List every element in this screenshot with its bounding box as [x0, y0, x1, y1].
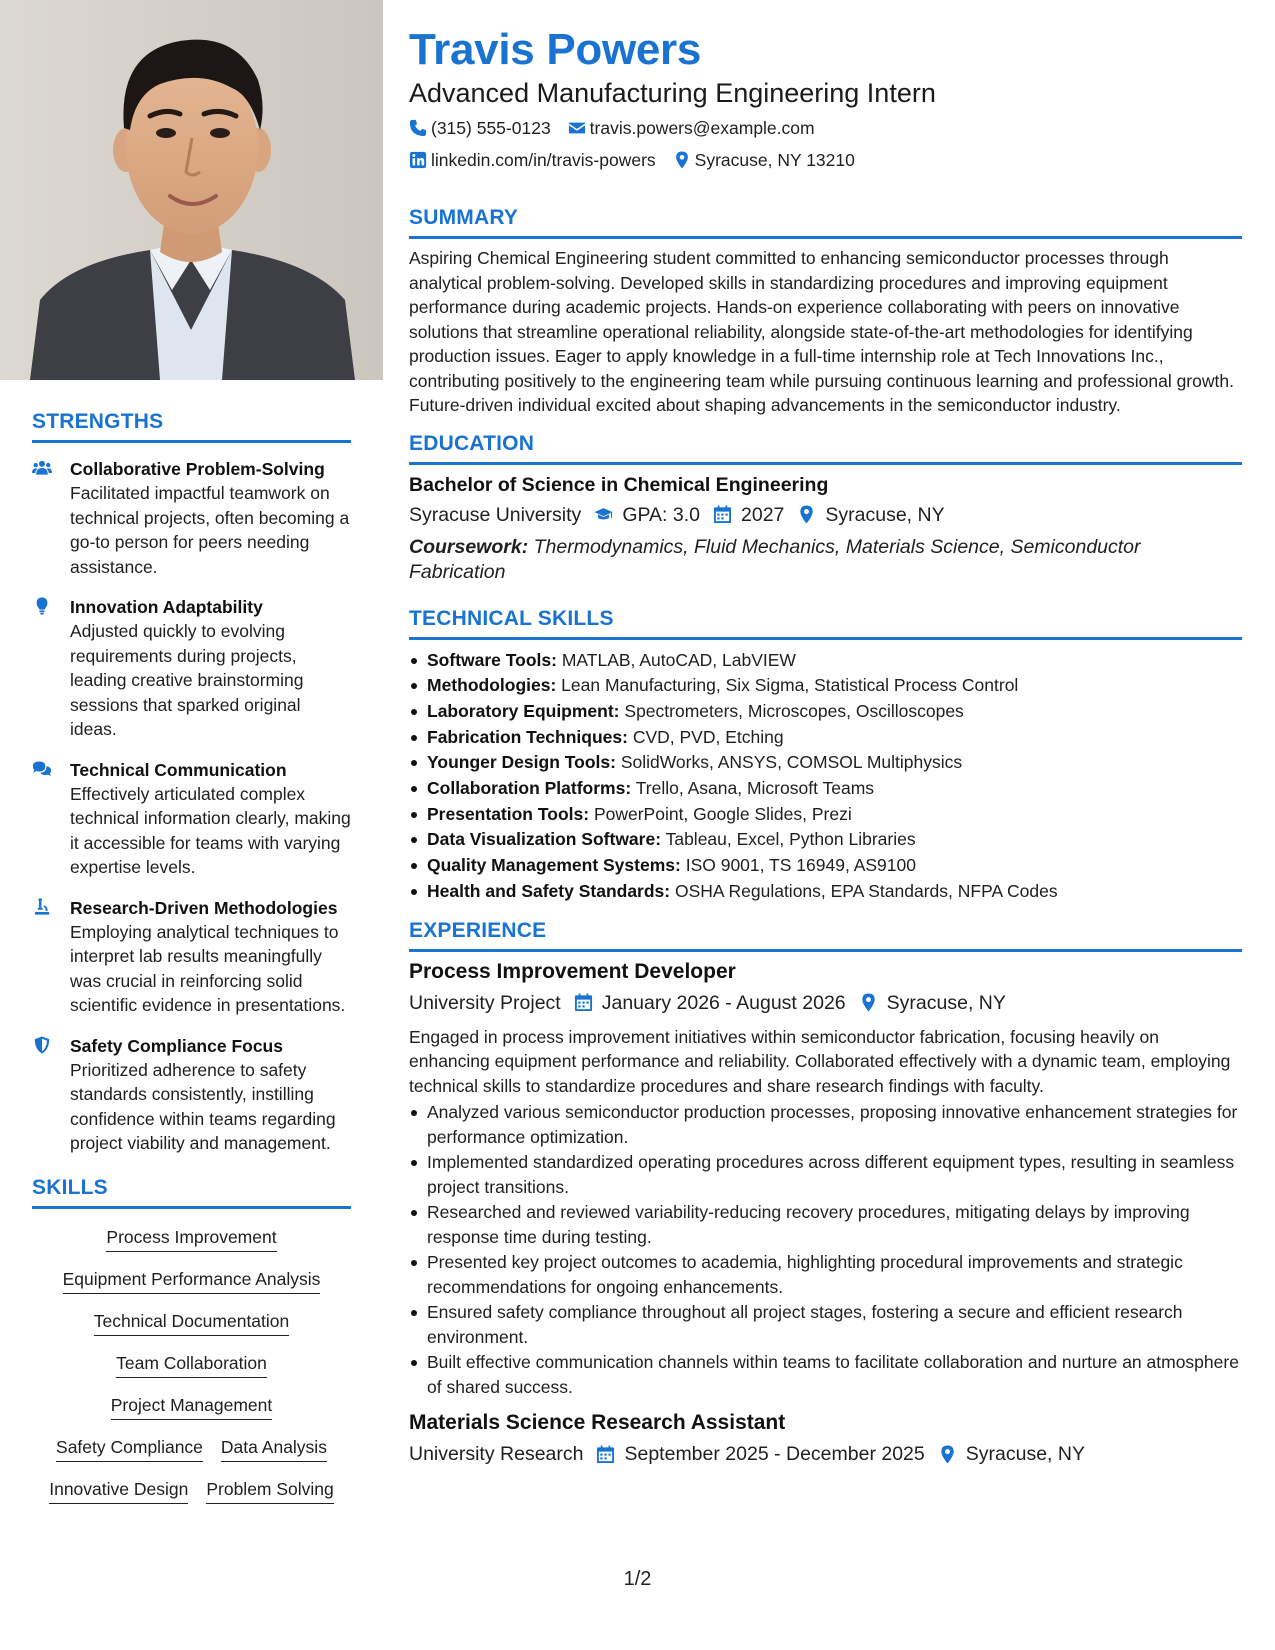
skill-tag: Project Management — [111, 1394, 272, 1420]
skill-values: ISO 9001, TS 16949, AS9100 — [685, 855, 916, 876]
location-contact — [673, 148, 855, 172]
skill-values: Tableau, Excel, Python Libraries — [665, 829, 916, 850]
graduation-cap-icon — [594, 505, 613, 524]
email-text: travis.powers@example.com — [589, 118, 815, 138]
map-pin-icon — [797, 505, 816, 524]
skill-category: Younger Design Tools: — [427, 752, 616, 773]
job-title: Advanced Manufacturing Engineering Intern — [409, 78, 936, 108]
profile-photo — [0, 0, 383, 380]
skill-category: Presentation Tools: — [427, 803, 590, 824]
list-item — [409, 776, 1242, 802]
technical-skills-list — [409, 648, 1242, 905]
summary-heading: SUMMARY — [409, 206, 1242, 239]
technical-skills-heading: TECHNICAL SKILLS — [409, 607, 1242, 640]
phone-icon — [409, 119, 427, 137]
job-location: Syracuse, NY — [965, 1443, 1085, 1466]
list-item — [409, 802, 1242, 828]
education-location: Syracuse, NY — [825, 503, 945, 526]
strength-description: Adjusted quickly to evolving requirements during projects, leading creative brainstorming sessions that sparked original ideas. — [70, 621, 304, 739]
coursework — [409, 535, 1242, 585]
main-content — [409, 24, 1242, 1468]
graduation-year: 2027 — [741, 503, 785, 526]
calendar-icon — [713, 505, 732, 524]
strength-title: Collaborative Problem-Solving — [70, 459, 325, 479]
skill-tag: Innovative Design — [49, 1478, 188, 1504]
strength-item — [32, 457, 351, 579]
list-item — [409, 750, 1242, 776]
skill-tag: Safety Compliance — [56, 1436, 203, 1462]
skills-list — [32, 1226, 351, 1504]
users-icon — [32, 457, 70, 579]
skill-category: Software Tools: — [427, 649, 557, 670]
calendar-icon — [596, 1445, 615, 1464]
job-organization: University Research — [409, 1443, 584, 1466]
strength-description: Prioritized adherence to safety standards consistently, instilling confidence within teams regarding project viability and management. — [70, 1059, 336, 1153]
linkedin-contact[interactable] — [409, 148, 656, 172]
strength-title: Technical Communication — [70, 759, 287, 780]
skill-category: Laboratory Equipment: — [427, 700, 620, 721]
strength-item — [32, 896, 351, 1018]
strength-title: Innovation Adaptability — [70, 597, 263, 617]
skill-category: Collaboration Platforms: — [427, 778, 632, 799]
skill-category: Fabrication Techniques: — [427, 726, 628, 747]
comments-icon — [32, 758, 70, 880]
skills-heading: SKILLS — [32, 1176, 351, 1209]
skill-tag: Process Improvement — [106, 1226, 276, 1252]
skill-category: Health and Safety Standards: — [427, 880, 671, 901]
skill-tag: Data Analysis — [221, 1436, 327, 1462]
phone-text: (315) 555-0123 — [431, 118, 551, 138]
job-dates: September 2025 - December 2025 — [624, 1443, 925, 1466]
summary-text: Aspiring Chemical Engineering student committed to enhancing semiconductor processes through analytical problem-solving. Developed skills in standardizing procedures and improving equipment performance during academic projects. Hands-on experience collaborating with peers on innovative solutions that streamline operational reliability, alongside state-of-the-art methodologies for identifying production issues. Eager to apply knowledge in a full-time internship role at Tech Innovations Inc., contributing positively to the engineering team while pursuing continuous learning and professional growth. Future-driven individual excited about shaping advancements in the semiconductor industry. — [409, 248, 1234, 415]
skill-values: PowerPoint, Google Slides, Prezi — [593, 803, 852, 824]
microscope-icon — [32, 896, 70, 1018]
list-item — [409, 879, 1242, 905]
list-item — [409, 673, 1242, 699]
skill-tag: Equipment Performance Analysis — [63, 1268, 321, 1294]
skill-values: SolidWorks, ANSYS, COMSOL Multiphysics — [620, 752, 963, 773]
job-location: Syracuse, NY — [886, 991, 1006, 1014]
list-item: Ensured safety compliance throughout all project stages, fostering a secure and efficient research environment. — [409, 1300, 1242, 1349]
strength-title: Research-Driven Methodologies — [70, 897, 338, 918]
candidate-name: Travis Powers — [409, 25, 702, 74]
job-meta — [409, 1440, 1242, 1468]
strength-title: Safety Compliance Focus — [70, 1035, 283, 1056]
coursework-list: Thermodynamics, Fluid Mechanics, Materials Science, Semiconductor Fabrication — [409, 535, 1141, 583]
envelope-icon — [568, 119, 586, 137]
email-contact[interactable] — [568, 116, 815, 140]
list-item: Built effective communication channels within teams to facilitate collaboration and nurture an atmosphere of shared success. — [409, 1350, 1242, 1399]
skill-values: CVD, PVD, Etching — [632, 726, 784, 747]
job-title: Materials Science Research Assistant — [409, 1411, 786, 1435]
list-item — [409, 827, 1242, 853]
shield-icon — [32, 1034, 70, 1156]
skill-values: MATLAB, AutoCAD, LabVIEW — [561, 649, 796, 670]
strength-item — [32, 758, 351, 880]
map-pin-icon — [673, 151, 691, 169]
sidebar — [32, 410, 351, 1504]
strengths-heading: STRENGTHS — [32, 410, 351, 443]
lightbulb-icon — [32, 595, 70, 742]
job-dates: January 2026 - August 2026 — [601, 991, 846, 1014]
strength-item — [32, 595, 351, 742]
job-meta — [409, 989, 1242, 1017]
coursework-label: Coursework: — [409, 535, 529, 558]
list-item: Implemented standardized operating procedures across different equipment types, resulting in seamless project transitions. — [409, 1150, 1242, 1199]
list-item: Researched and reviewed variability-reducing recovery procedures, mitigating delays by improving response time during testing. — [409, 1200, 1242, 1249]
job-title: Process Improvement Developer — [409, 959, 736, 983]
skill-category: Data Visualization Software: — [427, 829, 662, 850]
skill-tag: Team Collaboration — [116, 1352, 267, 1378]
page-number: 1/2 — [623, 1568, 652, 1590]
job-bullets — [409, 1100, 1242, 1399]
linkedin-icon — [409, 151, 427, 169]
strength-description: Employing analytical techniques to interpret lab results meaningfully was crucial in reinforcing solid scientific evidence in presentations. — [70, 921, 346, 1015]
education-meta — [409, 501, 1242, 529]
map-pin-icon — [859, 993, 878, 1012]
degree-title: Bachelor of Science in Chemical Engineering — [409, 473, 829, 496]
strength-description: Effectively articulated complex technical information clearly, making it accessible for teams with varying expertise levels. — [70, 783, 351, 877]
school-name: Syracuse University — [409, 503, 582, 526]
strength-description: Facilitated impactful teamwork on technical projects, often becoming a go-to person for peers needing assistance. — [70, 483, 350, 577]
education-heading: EDUCATION — [409, 432, 1242, 465]
job-organization: University Project — [409, 991, 561, 1014]
location-text: Syracuse, NY 13210 — [694, 150, 855, 170]
list-item: Analyzed various semiconductor production processes, proposing innovative enhancement strategies for performance optimization. — [409, 1100, 1242, 1149]
strength-item — [32, 1034, 351, 1156]
gpa-text: GPA: 3.0 — [622, 503, 700, 526]
calendar-icon — [574, 993, 593, 1012]
skill-tag: Problem Solving — [206, 1478, 333, 1504]
list-item: Presented key project outcomes to academia, highlighting procedural improvements and strategic recommendations for ongoing enhancements. — [409, 1250, 1242, 1299]
phone-contact[interactable] — [409, 116, 551, 140]
skill-category: Quality Management Systems: — [427, 855, 681, 876]
skill-values: OSHA Regulations, EPA Standards, NFPA Codes — [675, 880, 1058, 901]
contact-row — [409, 116, 1242, 140]
list-item — [409, 853, 1242, 879]
linkedin-text: linkedin.com/in/travis-powers — [431, 150, 656, 170]
contact-row — [409, 148, 1242, 172]
skill-values: Trello, Asana, Microsoft Teams — [635, 778, 875, 799]
list-item — [409, 699, 1242, 725]
skill-category: Methodologies: — [427, 675, 557, 696]
skill-tag: Technical Documentation — [94, 1310, 290, 1336]
strengths-list — [32, 457, 351, 1156]
list-item — [409, 648, 1242, 674]
map-pin-icon — [938, 1445, 957, 1464]
experience-heading: EXPERIENCE — [409, 919, 1242, 952]
job-summary: Engaged in process improvement initiatives within semiconductor fabrication, focusing heavily on enhancing equipment performance and reliability. Collaborated effectively with a dynamic team, employing technical skills to standardize procedures and share research findings with faculty. — [409, 1026, 1231, 1096]
list-item — [409, 725, 1242, 751]
skill-values: Spectrometers, Microscopes, Oscilloscopes — [624, 700, 964, 721]
skill-values: Lean Manufacturing, Six Sigma, Statistical Process Control — [561, 675, 1019, 696]
